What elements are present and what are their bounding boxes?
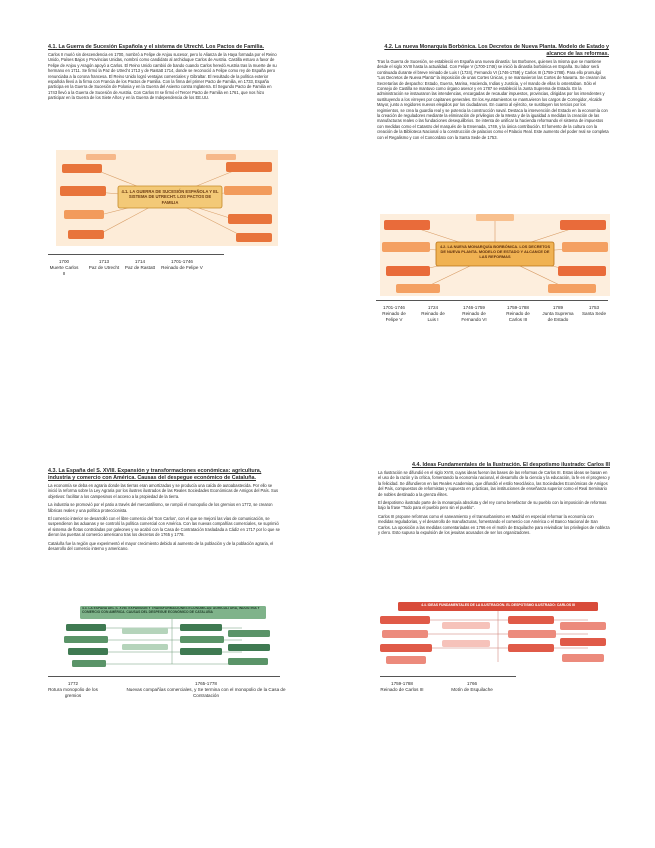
timeline-event bbox=[580, 305, 608, 317]
map-node bbox=[386, 266, 430, 276]
timeline-4-4 bbox=[380, 676, 520, 706]
timeline-date: 1765-1778 bbox=[195, 681, 217, 686]
timeline-label: Reinado de Carlos III bbox=[506, 311, 530, 323]
concept-map-4-2 bbox=[380, 214, 610, 296]
map-node bbox=[206, 154, 236, 160]
section-paragraph: El despotismo ilustrado parte de la monarquía absoluta y del rey como benefactor de su pueblo con la imposición de reformas bajo la frase "Todo para el pueblo pero sin el pueblo". bbox=[378, 499, 607, 511]
timeline-date: 1772 bbox=[67, 681, 79, 686]
map-node bbox=[548, 284, 596, 293]
section-paragraph: El comercio interior se desarrolló con el libre comercio del 'Son Carlos', con el que se mejoró las vías de comunicación, se suspendieron las aduanas y se controló la política comercial con América. Con las nuevas compañías comerciales, se suprimió el sistema de flotas controladas por galeones y se acabó con la Casa de Contratación trasladada a Cádiz en 1717 por lo que se dieron las puertas al comercio americano tras los decretos de 1765 y 1778. bbox=[48, 515, 280, 538]
concept-map-diagram bbox=[378, 600, 610, 668]
map-node bbox=[508, 616, 554, 624]
timeline-label: Motín de Esquilache bbox=[451, 687, 493, 693]
timeline-date: 1753 bbox=[588, 305, 600, 310]
map-node bbox=[86, 154, 116, 160]
timeline-event bbox=[380, 681, 424, 693]
map-node bbox=[226, 162, 272, 172]
timeline-date: 1700 bbox=[58, 259, 70, 264]
map-node bbox=[380, 616, 430, 624]
map-node bbox=[442, 640, 490, 647]
timeline-event bbox=[124, 259, 156, 271]
map-node bbox=[476, 214, 514, 221]
map-node bbox=[508, 644, 554, 652]
timeline-label: Rotura monopolio de los gremios bbox=[48, 687, 98, 699]
timeline-axis bbox=[376, 300, 608, 301]
timeline-label: Reinado de Felipe V bbox=[161, 265, 203, 271]
timeline-event bbox=[500, 305, 536, 324]
timeline-axis bbox=[380, 676, 516, 677]
timeline-event bbox=[160, 259, 204, 271]
timeline-event bbox=[450, 681, 494, 693]
timeline-event bbox=[418, 305, 448, 324]
timeline-axis bbox=[48, 676, 280, 677]
timeline-event bbox=[540, 305, 576, 324]
map-node bbox=[62, 164, 102, 173]
timeline-date: 1701-1746 bbox=[383, 305, 405, 310]
concept-map-diagram bbox=[62, 604, 274, 672]
map-node bbox=[228, 658, 268, 665]
timeline-label: Paz de Utrecht bbox=[88, 265, 120, 271]
timeline-axis bbox=[48, 254, 224, 255]
section-4-2 bbox=[377, 44, 609, 143]
map-node bbox=[180, 636, 224, 643]
timeline-label: Santa Sede bbox=[581, 311, 606, 317]
section-heading: 4.4. Ideas Fundamentales de la Ilustración. El despotismo ilustrado: Carlos III bbox=[411, 462, 610, 468]
timeline-date: 1746-1759 bbox=[463, 305, 485, 310]
timeline-date: 1724 bbox=[427, 305, 439, 310]
timeline-4-2 bbox=[376, 300, 612, 336]
timeline-date: 1789 bbox=[552, 305, 564, 310]
timeline-event bbox=[454, 305, 494, 324]
concept-map-diagram bbox=[56, 150, 278, 246]
timeline-label: Reinado de Felipe V bbox=[382, 311, 406, 323]
timeline-label: Reinado de Fernando VI bbox=[461, 311, 487, 323]
map-node bbox=[562, 242, 608, 252]
section-4-1 bbox=[48, 44, 280, 104]
map-node bbox=[442, 622, 490, 629]
map-node bbox=[380, 644, 432, 652]
map-node bbox=[180, 648, 222, 655]
section-heading: 4.1. La Guerra de Sucesión Española y el sistema de Utrecht. Los Pactos de Familia. bbox=[48, 44, 265, 50]
section-heading: 4.3. La España del S. XVIII. Expansión y transformaciones económicas: agricultura, industria y comercio con América. Causas del despegue económico de Cataluña. bbox=[48, 468, 262, 482]
timeline-date: 1714 bbox=[134, 259, 146, 264]
map-node bbox=[72, 660, 106, 667]
map-node bbox=[558, 266, 606, 276]
timeline-date: 1701-1746 bbox=[171, 259, 193, 264]
concept-map-4-1 bbox=[56, 150, 278, 246]
map-node bbox=[66, 624, 106, 631]
timeline-label: Junta Suprema de Estado bbox=[542, 311, 574, 323]
timeline-date: 1766 bbox=[466, 681, 478, 686]
section-4-4 bbox=[378, 462, 610, 538]
map-node bbox=[122, 628, 168, 634]
map-node bbox=[68, 230, 104, 239]
map-title: 4.4. IDEAS FUNDAMENTALES DE LA ILUSTRACIÓN. EL DESPOTISMO ILUSTRADO: CARLOS III bbox=[421, 603, 575, 607]
map-node bbox=[224, 186, 272, 195]
timeline-4-3 bbox=[48, 676, 284, 706]
timeline-event bbox=[48, 259, 80, 278]
map-title: 4.1. LA GUERRA DE SUCESIÓN ESPAÑOLA Y EL SISTEMA DE UTRECHT. LOS PACTOS DE FAMILIA bbox=[121, 189, 219, 205]
map-node bbox=[60, 186, 106, 196]
section-paragraph: La economía se deba en agraria donde las tierras eran amortizadas y se producía una caída de autoabastecida. Por ello se inició la reforma sobre la Ley Agraria por los ilustres ilustrados de las Reales Sociedades Económicas de Amigos del País. Sus objetivos: facilitar a los campesinos el acceso a la propiedad de la tierra. bbox=[48, 483, 279, 499]
map-node bbox=[228, 644, 270, 651]
timeline-4-1 bbox=[48, 254, 228, 290]
map-node bbox=[64, 210, 104, 219]
map-node bbox=[562, 654, 604, 662]
timeline-label: Reinado de Carlos III bbox=[380, 687, 424, 693]
concept-map-diagram bbox=[380, 214, 610, 296]
timeline-label: Paz de Rastatt bbox=[124, 265, 156, 271]
timeline-label: Reinado de Luis I bbox=[421, 311, 445, 323]
timeline-date: 1759-1788 bbox=[507, 305, 529, 310]
map-node bbox=[560, 220, 606, 230]
map-node bbox=[386, 656, 426, 664]
concept-map-4-3 bbox=[62, 604, 274, 672]
map-node bbox=[508, 630, 556, 638]
section-heading: 4.2. La nueva Monarquía Borbónica. Los Decretos de Nueva Planta. Modelo de Estado y alcance de las reformas. bbox=[384, 44, 609, 58]
map-node bbox=[382, 630, 428, 638]
map-node bbox=[228, 214, 272, 224]
map-node bbox=[560, 622, 606, 630]
map-node bbox=[64, 636, 108, 643]
timeline-event bbox=[48, 681, 98, 700]
timeline-event bbox=[376, 305, 412, 324]
map-node bbox=[236, 233, 272, 242]
map-node bbox=[560, 638, 606, 646]
timeline-label: Muerte Carlos II bbox=[49, 265, 79, 277]
concept-map-4-4 bbox=[378, 600, 610, 668]
section-paragraph: Carlos II murió sin descendencia en 1700, nombró a Felipe de Anjou sucesor, pero lo Alianza de la Haya formada por el Reino Unido, Países Bajos y Provincias Unidas, nombró como candidato al archiduque Carlos de Austria. Castilla estuvo a favor de Felipe de Anjou y Aragón apoyó a Carlos. El Reino Unido cambió de bando cuando Carlos heredó Austria tras la muerte de su hermano en 1711. Se firmó la Paz de Utrecht 1713 y de Rastatt 1714, donde se reconoció a Felipe como rey de España pero renunciaba a la corona francesa. El Reino Unido logró ventajas comerciales y Gibraltar. El resultado de la política exterior española llevó a la firma con Francia de los Pactos de Familia. Con la firma del primer Pacto de Familia, en 1733, España participa en la Guerra de Sucesión de Polonia y en la Guerra del Asiento contra Inglaterra. El Segundo Pacto de Familia en 1743 llevó a la Guerra de Sucesión de Austria. Con Carlos III se firmó el Tercer Pacto de Familia en 1761, que nos hizo participar en la Guerra de los Siete Años y en la Guerra de Independencia de los EE.UU. bbox=[48, 52, 277, 101]
map-node bbox=[68, 648, 108, 655]
section-4-3 bbox=[48, 468, 280, 554]
map-title: 4.2. LA NUEVA MONARQUÍA BORBÓNICA. LOS DECRETOS DE NUEVA PLANTA. MODELO DE ESTADO Y ALCANCE DE LAS REFORMAS bbox=[439, 244, 551, 259]
map-node bbox=[396, 284, 440, 293]
timeline-event bbox=[88, 259, 120, 271]
timeline-label: Nuevas compañías comerciales, y Se termina con el monopolio de la Casa de Contratación bbox=[126, 687, 286, 699]
section-paragraph: Cataluña fue la región que experimentó el mayor crecimiento debido al aumento de la población y de la población agraria, el desarrollo del comercio interno y americano. bbox=[48, 540, 274, 551]
section-paragraph: Carlos III propone reformas como el saneamiento y el transurbanismo en Madrid en especial reformar la economía con medidas reguladorias, y el desarrollo de manufacturas, fomentando el comercio con América o el Banco Nacional de San Carlos. La oposición a las medidas comentariadas en 1766 en el motín de Esquilache para reivindicar los privilegios de nobleza y clero. Esto supuso la expulsión de los jesuitas acusados de ser los organizadores. bbox=[378, 513, 610, 535]
map-title: 4.3. LA ESPAÑA DEL S. XVIII. EXPANSIÓN Y TRANSFORMACIONES ECONÓMICAS: AGRICULTURA, INDUSTRIA Y COMERCIO CON AMÉRICA. CAUSAS DEL DESPEGUE ECONÓMICO DE CATALUÑA bbox=[82, 607, 260, 614]
map-node bbox=[180, 624, 222, 631]
timeline-date: 1759-1788 bbox=[391, 681, 413, 686]
section-paragraph: La Ilustración se difundió en el siglo XVIII, cuyas ideas fueron las bases de las reformas de Carlos III. Estas ideas se basan en el uso de la razón y la crítica, fomentando la economía nacional, el desarrollo de la ciencia y la educación, la fe en el progreso y la felicidad. Se difundieron en las Reales Academias, que difundió el estilo Neoclásico, las Sociedades Económicas de Amigos del País, compuestos de reformistas y supuesto en prácticas, las instituciones de enseñanza superior como el Real Seminario de nobles destinado a la grenza élites. bbox=[378, 470, 610, 497]
map-node bbox=[384, 220, 430, 230]
section-paragraph: La industria se promovió por el patio a través del mercantilismo, se rompió el monopolio de los gremios en 1772, se crearon fábricas reales y una política proteccionista. bbox=[48, 502, 273, 513]
map-node bbox=[382, 242, 430, 252]
section-paragraph: Tras la Guerra de Sucesión, se estableció en España una nueva dinastía: los Borbones, quienes la misma que se mantiene desde el siglo XVIII hasta la actualidad. Con Felipe V (1700-1746) se inició la dinastía borbónica en España. Su labor será continuada durante el breve reinado de Luis I (1724), Fernando VI (1746-1759) y Carlos III (1759-1788). Para ello promulgó "Los Decretos de Nueva Planta" la imposición de unas Cortes Únicas, y se mantuvieron las Cortes de Navarra. Se crearon las Secretarías de despacho: Estado, Guerra, Marina, Hacienda, Indias y Justicia, y el mando de ellas lo ostentaban. Sólo el Consejo de Castilla se mantuvo como órgano asesor y en 1787 se estableció la Junta Suprema de Estado. En la administración se instauraron las intendencias, encargadas de recaudar impuestos, provincias, dirigidas por los intendentes y sustituyendo a los virreyes por capitanes generales. En los Ayuntamientos se mantuvieron los cargos de Corregidor, Alcalde Mayor, junto a regidores nuevos elegidos por los ciudadanos. En cuanto al ejército, se sustituyen los tercios por los regimientos, se crea la guardia real y se potencia la construcción naval. Destaca la intervención del Estado en la economía con la creación de reguladores mediante la eliminación de privilegios de la Mesta y de la igualdad a medidas la creación de las manufacturas reales o las fundaciones desequilibrios. Se intenta de unificar la hacienda reformando el sistema de impuestos con medidas como el Catastro del marqués de la Ensenada, 1749, y la única contribución. El fomento de la cultura con la creación de la Biblioteca Nacional o la construcción de palacios como el Palacio Real. Este aumento del poder real se completa con el Regalismo y con el Concordato con la Santa Sede de 1753. bbox=[377, 59, 609, 140]
timeline-date: 1713 bbox=[98, 259, 110, 264]
map-node bbox=[122, 644, 168, 650]
map-node bbox=[228, 630, 270, 637]
timeline-event bbox=[126, 681, 286, 700]
